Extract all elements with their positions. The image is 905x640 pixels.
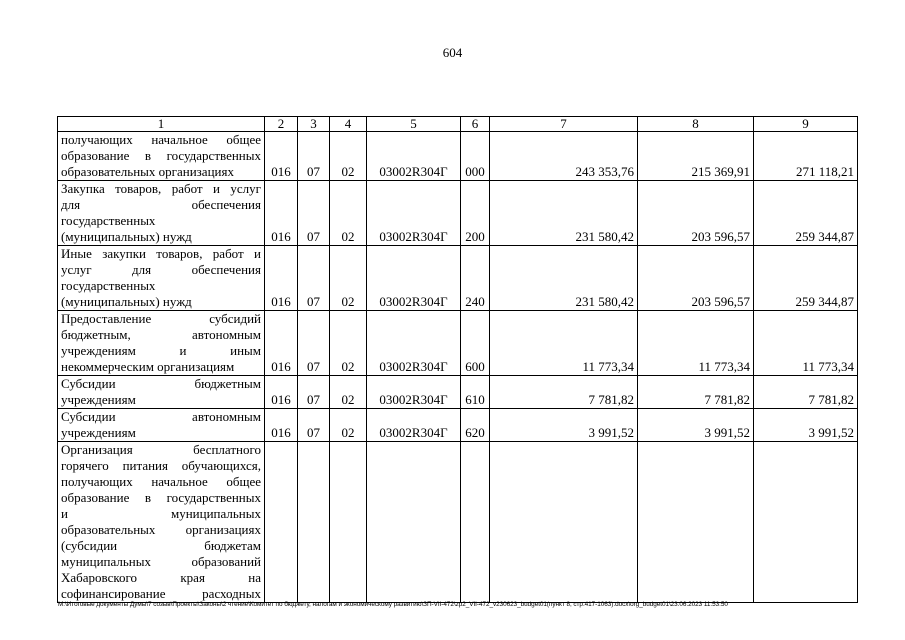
section-code: 07: [298, 311, 330, 376]
table-row: [58, 376, 858, 409]
row-description: [58, 376, 265, 409]
expense-type-code: 620: [461, 409, 490, 442]
description-line: получающих начальное общее: [61, 132, 261, 147]
expense-type-code: 600: [461, 311, 490, 376]
amount-year-1: 7 781,82: [490, 376, 638, 409]
description-line: бюджетным, автономным: [61, 327, 261, 342]
description-line: муниципальных образований: [61, 554, 261, 569]
subsection-code: 02: [330, 181, 367, 246]
column-header: 4: [330, 117, 367, 132]
amount-year-2: 215 369,91: [638, 132, 754, 181]
ministry-code: [265, 442, 298, 603]
subsection-code: 02: [330, 132, 367, 181]
section-code: 07: [298, 181, 330, 246]
ministry-code: 016: [265, 246, 298, 311]
description-line: Хабаровского края на: [61, 570, 261, 585]
description-line: некоммерческим организациям: [61, 359, 235, 374]
ministry-code: 016: [265, 311, 298, 376]
description-line: для обеспечения: [61, 197, 261, 212]
table-header-row: [58, 117, 858, 132]
amount-year-2: 203 596,57: [638, 246, 754, 311]
description-line: образование в государственных: [61, 490, 261, 505]
expense-type-code: [461, 442, 490, 603]
section-code: 07: [298, 376, 330, 409]
row-description: [58, 442, 265, 603]
section-code: 07: [298, 409, 330, 442]
expense-type-code: 610: [461, 376, 490, 409]
amount-year-2: 203 596,57: [638, 181, 754, 246]
description-line: услуг для обеспечения: [61, 262, 261, 277]
row-description: [58, 311, 265, 376]
subsection-code: 02: [330, 311, 367, 376]
description-line: Субсидии автономным: [61, 409, 261, 424]
subsection-code: 02: [330, 409, 367, 442]
description-line: учреждениям: [61, 425, 136, 440]
description-line: и муниципальных: [61, 506, 261, 521]
amount-year-1: 3 991,52: [490, 409, 638, 442]
amount-year-3: 259 344,87: [754, 181, 858, 246]
description-line: (муниципальных) нужд: [61, 229, 192, 244]
description-line: (муниципальных) нужд: [61, 294, 192, 309]
description-line: образовательных организациях: [61, 164, 234, 179]
amount-year-3: 3 991,52: [754, 409, 858, 442]
column-header: 1: [58, 117, 265, 132]
target-article-code: 03002R304Г: [367, 181, 461, 246]
column-header: 5: [367, 117, 461, 132]
column-header: 7: [490, 117, 638, 132]
amount-year-1: 11 773,34: [490, 311, 638, 376]
target-article-code: 03002R304Г: [367, 376, 461, 409]
description-line: получающих начальное общее: [61, 474, 261, 489]
target-article-code: 03002R304Г: [367, 132, 461, 181]
amount-year-2: 7 781,82: [638, 376, 754, 409]
amount-year-1: [490, 442, 638, 603]
column-header: 6: [461, 117, 490, 132]
column-header: 9: [754, 117, 858, 132]
table-row: [58, 409, 858, 442]
description-line: государственных: [61, 213, 156, 228]
ministry-code: 016: [265, 132, 298, 181]
amount-year-3: 7 781,82: [754, 376, 858, 409]
amount-year-3: 259 344,87: [754, 246, 858, 311]
row-description: [58, 246, 265, 311]
description-line: государственных: [61, 278, 156, 293]
subsection-code: 02: [330, 246, 367, 311]
page-number: 604: [442, 45, 463, 60]
budget-table: [57, 116, 858, 603]
expense-type-code: 000: [461, 132, 490, 181]
description-line: Иные закупки товаров, работ и: [61, 246, 261, 261]
section-code: 07: [298, 132, 330, 181]
table-row: [58, 246, 858, 311]
table-row: [58, 181, 858, 246]
table-row: [58, 442, 858, 603]
target-article-code: 03002R304Г: [367, 246, 461, 311]
table-row: [58, 311, 858, 376]
amount-year-1: 231 580,42: [490, 181, 638, 246]
column-header: 8: [638, 117, 754, 132]
target-article-code: 03002R304Г: [367, 409, 461, 442]
subsection-code: [330, 442, 367, 603]
amount-year-2: [638, 442, 754, 603]
target-article-code: [367, 442, 461, 603]
row-description: [58, 181, 265, 246]
description-line: образование в государственных: [61, 148, 261, 163]
description-line: Субсидии бюджетным: [61, 376, 261, 391]
column-header: 3: [298, 117, 330, 132]
description-line: (субсидии бюджетам: [61, 538, 261, 553]
description-line: Закупка товаров, работ и услуг: [61, 181, 261, 196]
section-code: [298, 442, 330, 603]
description-line: Организация бесплатного: [61, 442, 261, 457]
amount-year-2: 11 773,34: [638, 311, 754, 376]
description-line: образовательных организациях: [61, 522, 261, 537]
amount-year-3: 271 118,21: [754, 132, 858, 181]
description-line: горячего питания обучающихся,: [61, 458, 261, 473]
expense-type-code: 240: [461, 246, 490, 311]
amount-year-1: 243 353,76: [490, 132, 638, 181]
row-description: [58, 409, 265, 442]
row-description: [58, 132, 265, 181]
table-row: [58, 132, 858, 181]
subsection-code: 02: [330, 376, 367, 409]
description-line: софинансирование расходных: [61, 586, 261, 601]
footer-file-path: M:\Итоговые документы Думы\7 созыв\Проекты\Законы\2 чтение\Комитет по бюджету, налогам и экономическому развитию\ЗП-VII-472\zp2_VII-472_v230623_budget01(пункт 8, стр.417-1063).docx\org_budget01\23.06.2023 11:53:50: [58, 601, 728, 608]
amount-year-3: [754, 442, 858, 603]
ministry-code: 016: [265, 181, 298, 246]
amount-year-3: 11 773,34: [754, 311, 858, 376]
description-line: учреждениям: [61, 392, 136, 407]
ministry-code: 016: [265, 409, 298, 442]
expense-type-code: 200: [461, 181, 490, 246]
description-line: учреждениям и иным: [61, 343, 261, 358]
ministry-code: 016: [265, 376, 298, 409]
amount-year-2: 3 991,52: [638, 409, 754, 442]
description-line: Предоставление субсидий: [61, 311, 261, 326]
target-article-code: 03002R304Г: [367, 311, 461, 376]
section-code: 07: [298, 246, 330, 311]
amount-year-1: 231 580,42: [490, 246, 638, 311]
column-header: 2: [265, 117, 298, 132]
